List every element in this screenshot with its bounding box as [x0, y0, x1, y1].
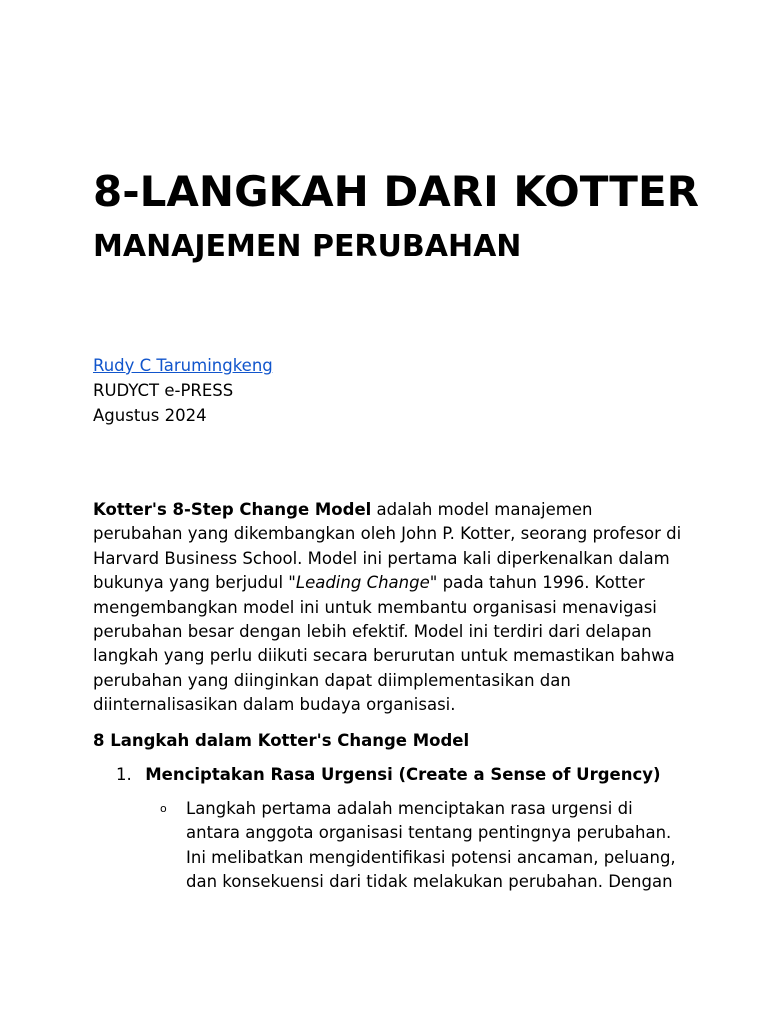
section-heading: 8 Langkah dalam Kotter's Change Model — [93, 731, 470, 750]
sub-bullet-text: Langkah pertama adalah menciptakan rasa urgensi di antara anggota organisasi tentang pentingnya perubahan. Ini melibatkan mengidentifikasi potensi ancaman, peluang, dan konsekuensi dari tidak melakukan perubahan. Dengan — [186, 799, 676, 892]
intro-paragraph — [93, 498, 683, 718]
step-label: Menciptakan Rasa Urgensi (Create a Sense of Urgency) — [145, 765, 661, 784]
author-link[interactable]: Rudy C Tarumingkeng — [93, 356, 273, 375]
sub-bullet-item — [160, 797, 680, 895]
intro-bold-lead: Kotter's 8-Step Change Model — [93, 500, 372, 519]
document-meta — [93, 353, 273, 428]
list-item-step-1 — [116, 763, 661, 787]
circle-bullet-icon: o — [160, 802, 167, 815]
intro-text-part2: " pada tahun 1996. Kotter mengembangkan model ini untuk membantu organisasi menavigasi perubahan besar dengan lebih efektif. Model ini terdiri dari delapan langkah yang perlu diikuti secara berurutan untuk memastikan bahwa perubahan yang diinginkan dapat diimplementasikan dan diinternalisasikan dalam budaya organisasi. — [93, 573, 675, 715]
intro-text-part1: adalah model manajemen perubahan yang dikembangkan oleh John P. Kotter, seorang profesor di Harvard Business School. Model ini pertama kali diperkenalkan dalam bukunya yang berjudul " — [93, 500, 682, 593]
step-number: 1. — [116, 765, 132, 784]
intro-book-title: Leading Change — [295, 573, 430, 593]
publication-date: Agustus 2024 — [93, 406, 207, 425]
publisher: RUDYCT e-PRESS — [93, 381, 234, 400]
document-subtitle: MANAJEMEN PERUBAHAN — [93, 229, 522, 264]
document-title: 8-LANGKAH DARI KOTTER — [93, 167, 699, 216]
